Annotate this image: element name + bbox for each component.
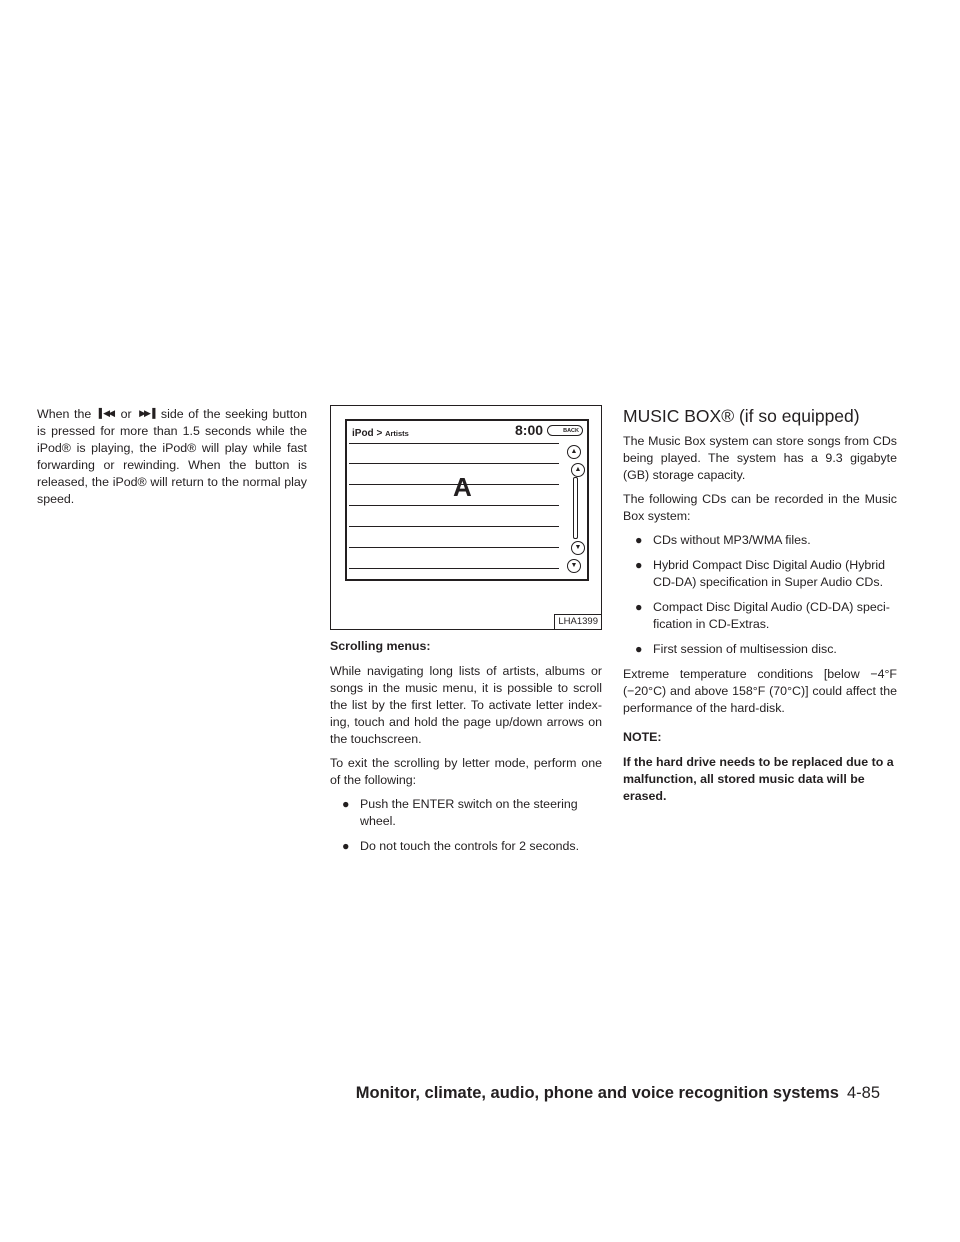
footer-section-title: Monitor, climate, audio, phone and voice recognition systems	[355, 1084, 839, 1102]
artist-list	[349, 443, 561, 571]
page-footer	[356, 1084, 880, 1103]
skip-forward-icon: ▶▶▐	[139, 408, 154, 418]
column-right	[623, 405, 897, 812]
bullet-list	[330, 796, 602, 855]
back-button: BACK	[547, 425, 583, 436]
list-divider	[349, 505, 559, 506]
paragraph: The following CDs can be recorded in the Music Box system:	[623, 492, 897, 523]
list-divider	[349, 547, 559, 548]
touchscreen-display	[345, 419, 589, 581]
bullet-icon: ●	[635, 533, 643, 547]
column-middle	[330, 405, 602, 863]
column-left	[37, 405, 307, 515]
list-divider	[349, 526, 559, 527]
bullet-icon: ●	[342, 797, 350, 811]
list-item: ● Compact Disc Digital Audio (CD-DA) speci-fication in CD-Extras.	[635, 600, 890, 631]
text-fragment: side of the seeking button is pressed for more than 1.5 seconds while the iPod® is playing, the iPod® will play while fast forwarding or rewinding. When the button is released, the iPod® will return to the normal play speed.	[37, 407, 307, 506]
bullet-icon: ●	[342, 839, 350, 853]
bullet-list	[623, 532, 897, 658]
page-up-icon: ▲	[567, 445, 581, 459]
paragraph: While navigating long lists of artists, albums or songs in the music menu, it is possible to scroll the list by the first letter. To activate letter index-ing, touch and hold the page up/down arrows on the touchscreen.	[330, 664, 602, 746]
screen-breadcrumb: iPod > Artists	[352, 428, 409, 439]
note-text: If the hard drive needs to be replaced due to a malfunction, all stored music data will be erased.	[623, 755, 894, 803]
list-item: ● Do not touch the controls for 2 seconds.	[342, 839, 580, 853]
scroll-down-icon: ▼	[571, 541, 585, 555]
section-title: MUSIC BOX® (if so equipped)	[623, 406, 860, 426]
figure-id: LHA1399	[554, 614, 601, 629]
text-fragment: When the	[37, 407, 92, 421]
ipod-screen-figure	[330, 405, 602, 630]
page-down-icon: ▼	[567, 559, 581, 573]
scrollbar	[573, 477, 578, 539]
list-divider	[349, 443, 559, 444]
list-item: ● Push the ENTER switch on the steering wheel.	[342, 797, 578, 828]
list-divider	[349, 463, 559, 464]
section-heading: Scrolling menus:	[330, 639, 431, 653]
list-item: ● First session of multisession disc.	[635, 642, 837, 656]
bullet-icon: ●	[635, 600, 643, 614]
skip-back-icon: ▌◀◀	[98, 408, 114, 418]
scroll-up-icon: ▲	[571, 463, 585, 477]
bullet-icon: ●	[635, 558, 643, 572]
paragraph: To exit the scrolling by letter mode, perform one of the following:	[330, 756, 602, 787]
note-label: NOTE:	[623, 730, 662, 744]
list-divider	[349, 568, 559, 569]
text-fragment: or	[120, 407, 132, 421]
paragraph: Extreme temperature conditions [below −4°F (−20°C) and above 158°F (70°C)] could affect the performance of the hard-disk.	[623, 667, 897, 715]
screen-clock: 8:00	[515, 422, 544, 438]
list-item: ● CDs without MP3/WMA files.	[635, 533, 811, 547]
seek-paragraph	[37, 405, 307, 508]
paragraph: The Music Box system can store songs from CDs being played. The system has a 9.3 gigabyte (GB) storage capacity.	[623, 434, 897, 482]
index-letter: A	[453, 472, 472, 502]
list-item: ● Hybrid Compact Disc Digital Audio (Hybrid CD-DA) specification in Super Audio CDs.	[635, 558, 886, 589]
bullet-icon: ●	[635, 642, 643, 656]
page-number: 4-85	[846, 1084, 880, 1102]
